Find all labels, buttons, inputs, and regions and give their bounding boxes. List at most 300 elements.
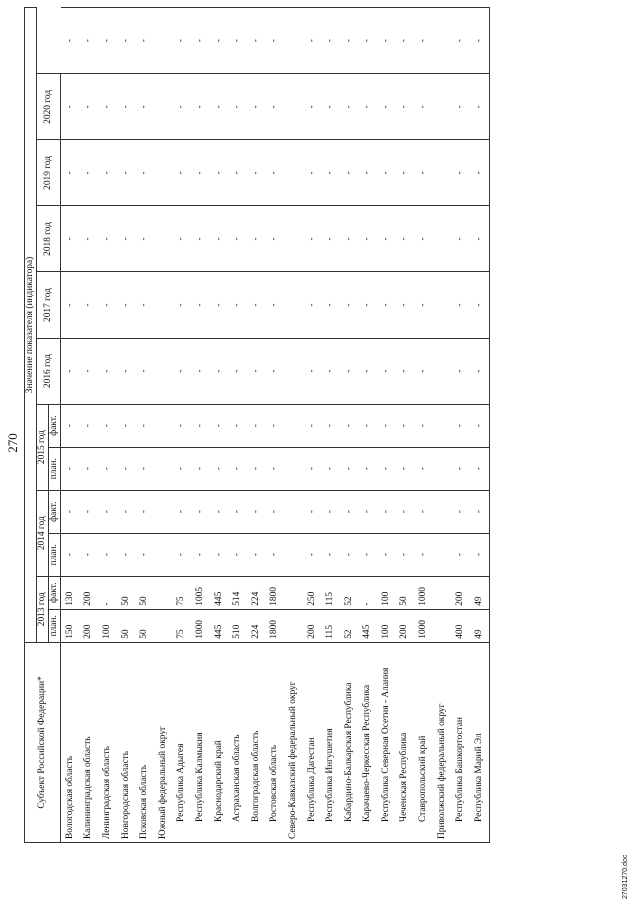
row-cell: - (80, 74, 99, 140)
row-cell: - (228, 404, 247, 447)
row-cell: - (98, 447, 117, 490)
row-cell: - (359, 447, 378, 490)
row-subject-name: Ленинградская область (98, 642, 117, 842)
row-subject-name: Северо-Кавказский федеральный округ (284, 642, 303, 842)
row-subject-name: Псковская область (135, 642, 154, 842)
row-cell: - (359, 272, 378, 338)
row-cell: - (470, 490, 489, 533)
row-cell: 200 (396, 609, 415, 642)
row-cell: - (340, 490, 359, 533)
table-row (173, 8, 192, 843)
row-cell: 200 (80, 609, 99, 642)
row-subject-name: Ростовская область (266, 642, 285, 842)
row-cell: - (228, 140, 247, 206)
row-cell: 1005 (191, 576, 210, 609)
table-row (303, 8, 322, 843)
header-2013: 2013 год (37, 576, 49, 642)
row-cell: - (135, 338, 154, 404)
row-cell: - (340, 140, 359, 206)
header-2017: 2017 год (37, 272, 61, 338)
row-cell (284, 609, 303, 642)
row-cell: - (266, 533, 285, 576)
header-subject: Субъект Российской Федерации* (25, 642, 61, 842)
row-cell: - (266, 140, 285, 206)
row-cell: - (377, 533, 396, 576)
row-subject-name: Вологодская область (61, 642, 80, 842)
row-cell (284, 8, 303, 74)
row-cell: - (135, 404, 154, 447)
row-cell (154, 404, 173, 447)
row-cell: - (247, 8, 266, 74)
row-cell (433, 533, 452, 576)
row-cell (433, 140, 452, 206)
row-cell: 50 (135, 609, 154, 642)
row-cell: - (470, 8, 489, 74)
row-cell: - (396, 404, 415, 447)
row-cell: - (470, 533, 489, 576)
row-cell (154, 490, 173, 533)
row-cell: - (359, 404, 378, 447)
row-cell: - (266, 490, 285, 533)
row-cell: - (98, 272, 117, 338)
row-cell: - (377, 206, 396, 272)
header-2016: 2016 год (37, 338, 61, 404)
row-cell: 1800 (266, 609, 285, 642)
row-subject-name: Республика Адыгея (173, 642, 192, 842)
table-row (117, 8, 136, 843)
row-subject-name: Кабардино-Балкарская Республика (340, 642, 359, 842)
row-cell: - (173, 140, 192, 206)
row-subject-name: Республика Башкортостан (451, 642, 470, 842)
row-cell (154, 8, 173, 74)
row-cell: - (210, 533, 229, 576)
row-cell: - (61, 447, 80, 490)
row-cell: - (266, 338, 285, 404)
row-cell (284, 272, 303, 338)
row-cell: - (247, 490, 266, 533)
table-row (80, 8, 99, 843)
row-cell: - (414, 206, 433, 272)
row-cell: - (359, 533, 378, 576)
row-cell: - (135, 490, 154, 533)
table-body (61, 8, 490, 843)
row-cell: - (359, 74, 378, 140)
row-cell: 52 (340, 609, 359, 642)
row-cell: - (191, 74, 210, 140)
row-cell: - (303, 447, 322, 490)
row-cell: - (359, 576, 378, 609)
row-subject-name: Республика Дагестан (303, 642, 322, 842)
row-cell: - (210, 447, 229, 490)
row-cell: - (266, 74, 285, 140)
row-cell: - (228, 338, 247, 404)
row-cell: - (98, 338, 117, 404)
row-subject-name: Астраханская область (228, 642, 247, 842)
row-cell: - (61, 533, 80, 576)
row-cell: - (173, 447, 192, 490)
header-2018: 2018 год (37, 206, 61, 272)
row-cell: - (135, 447, 154, 490)
row-cell: - (321, 74, 340, 140)
row-cell: - (61, 74, 80, 140)
row-cell: - (414, 8, 433, 74)
row-cell: - (135, 533, 154, 576)
row-cell: - (191, 206, 210, 272)
header-fact-2013: факт. (49, 576, 61, 609)
row-cell: - (247, 404, 266, 447)
row-subject-name: Приволжский федеральный округ (433, 642, 452, 842)
row-cell: - (191, 533, 210, 576)
row-cell: - (377, 447, 396, 490)
row-cell: - (80, 338, 99, 404)
header-fact-2014: факт. (49, 490, 61, 533)
row-cell (154, 338, 173, 404)
row-cell: - (80, 533, 99, 576)
row-cell: 115 (321, 609, 340, 642)
table-row (98, 8, 117, 843)
row-cell: 1000 (191, 609, 210, 642)
row-cell: - (340, 533, 359, 576)
row-cell: - (228, 490, 247, 533)
row-cell: - (377, 338, 396, 404)
row-cell: - (98, 533, 117, 576)
row-cell: - (228, 447, 247, 490)
row-cell: 200 (451, 576, 470, 609)
row-cell: - (117, 533, 136, 576)
row-cell: - (191, 272, 210, 338)
row-cell: - (117, 74, 136, 140)
indicator-table (24, 7, 490, 843)
row-cell: - (98, 490, 117, 533)
row-cell: 1800 (266, 576, 285, 609)
row-cell: - (321, 533, 340, 576)
row-cell: - (210, 272, 229, 338)
row-cell: - (61, 490, 80, 533)
table-row (135, 8, 154, 843)
row-cell: - (470, 272, 489, 338)
row-cell: - (451, 490, 470, 533)
row-cell: - (61, 338, 80, 404)
row-cell: - (117, 338, 136, 404)
row-cell (433, 447, 452, 490)
row-cell: - (340, 404, 359, 447)
row-cell: - (173, 338, 192, 404)
table-row (266, 8, 285, 843)
row-cell: - (135, 140, 154, 206)
row-cell: - (414, 272, 433, 338)
row-cell: - (340, 272, 359, 338)
row-cell: - (98, 576, 117, 609)
row-cell: - (303, 74, 322, 140)
row-cell: - (210, 8, 229, 74)
row-cell (433, 576, 452, 609)
row-cell: - (377, 74, 396, 140)
row-cell: - (247, 338, 266, 404)
row-cell: - (303, 206, 322, 272)
table-row (321, 8, 340, 843)
row-cell: - (470, 140, 489, 206)
row-cell (433, 74, 452, 140)
table-row (61, 8, 80, 843)
table-row (247, 8, 266, 843)
row-cell: - (266, 272, 285, 338)
row-cell: 100 (377, 576, 396, 609)
row-cell: - (228, 8, 247, 74)
row-cell: 200 (80, 576, 99, 609)
row-cell: 1000 (414, 609, 433, 642)
table-row (414, 8, 433, 843)
row-cell: - (303, 338, 322, 404)
row-cell: 50 (117, 576, 136, 609)
row-cell: - (321, 140, 340, 206)
row-cell: - (173, 490, 192, 533)
row-cell (284, 447, 303, 490)
row-cell: 445 (210, 609, 229, 642)
row-subject-name: Республика Ингушетия (321, 642, 340, 842)
row-cell: - (98, 206, 117, 272)
table-row (210, 8, 229, 843)
row-cell: - (321, 447, 340, 490)
row-cell (284, 206, 303, 272)
row-cell: - (340, 8, 359, 74)
row-cell: - (117, 404, 136, 447)
header-indicator: Значение показателя (индикатора) (25, 8, 37, 643)
row-cell: - (414, 74, 433, 140)
row-cell: - (303, 8, 322, 74)
table-row (359, 8, 378, 843)
row-cell: 224 (247, 576, 266, 609)
table-row (396, 8, 415, 843)
row-cell: 1000 (414, 576, 433, 609)
row-cell: - (359, 140, 378, 206)
row-cell (433, 8, 452, 74)
row-subject-name: Волгоградская область (247, 642, 266, 842)
row-cell: - (247, 272, 266, 338)
row-cell (154, 533, 173, 576)
row-cell: - (135, 206, 154, 272)
row-cell: - (117, 447, 136, 490)
row-cell (433, 338, 452, 404)
row-cell: 100 (377, 609, 396, 642)
row-cell: - (451, 338, 470, 404)
row-cell: - (173, 533, 192, 576)
row-cell: - (80, 272, 99, 338)
table-row (377, 8, 396, 843)
row-subject-name: Калининградская область (80, 642, 99, 842)
row-cell: - (470, 447, 489, 490)
row-cell: - (266, 206, 285, 272)
row-cell: - (117, 490, 136, 533)
row-subject-name: Краснодарский край (210, 642, 229, 842)
row-cell: - (359, 338, 378, 404)
row-cell: - (247, 447, 266, 490)
row-cell: - (396, 272, 415, 338)
row-cell: - (470, 404, 489, 447)
row-cell: - (321, 206, 340, 272)
header-2015: 2015 год (37, 404, 49, 490)
row-subject-name: Южный федеральный округ (154, 642, 173, 842)
row-cell: - (173, 404, 192, 447)
row-cell: - (377, 140, 396, 206)
table-row (191, 8, 210, 843)
row-cell: - (340, 74, 359, 140)
row-cell: - (210, 74, 229, 140)
row-cell: - (396, 206, 415, 272)
row-cell: - (321, 338, 340, 404)
row-cell: - (80, 140, 99, 206)
row-cell: - (377, 490, 396, 533)
row-cell: - (61, 206, 80, 272)
row-cell (284, 533, 303, 576)
row-cell: - (117, 206, 136, 272)
row-cell: - (451, 8, 470, 74)
row-cell: - (173, 74, 192, 140)
row-cell: - (303, 533, 322, 576)
header-2020: 2020 год (37, 74, 61, 140)
table-row (154, 8, 173, 843)
row-cell: - (98, 8, 117, 74)
row-cell: - (321, 272, 340, 338)
row-cell: - (80, 8, 99, 74)
row-subject-name: Чеченская Республика (396, 642, 415, 842)
row-cell: - (247, 533, 266, 576)
row-cell: 514 (228, 576, 247, 609)
row-cell: - (210, 490, 229, 533)
row-cell: 100 (98, 609, 117, 642)
row-cell: - (470, 206, 489, 272)
page-number: 270 (5, 433, 20, 453)
row-cell: 400 (451, 609, 470, 642)
header-plan-2015: план. (49, 447, 61, 490)
row-cell: - (135, 74, 154, 140)
row-cell: 510 (228, 609, 247, 642)
row-subject-name: Новгородская область (117, 642, 136, 842)
table-row (284, 8, 303, 843)
row-cell (284, 404, 303, 447)
row-cell: - (191, 490, 210, 533)
row-cell: 445 (210, 576, 229, 609)
row-cell (154, 609, 173, 642)
row-cell: - (210, 338, 229, 404)
row-subject-name: Карачаево-Черкесская Республика (359, 642, 378, 842)
row-subject-name: Республика Калмыкия (191, 642, 210, 842)
row-cell: - (117, 140, 136, 206)
row-cell: - (377, 8, 396, 74)
row-cell: - (396, 533, 415, 576)
row-cell: - (396, 338, 415, 404)
row-cell (284, 490, 303, 533)
header-2019: 2019 год (37, 140, 61, 206)
row-cell: - (359, 490, 378, 533)
row-cell: - (303, 140, 322, 206)
row-cell: - (451, 206, 470, 272)
footer-filename: 27031270.doc (622, 854, 629, 899)
row-cell: - (451, 533, 470, 576)
row-cell: 445 (359, 609, 378, 642)
row-cell: - (80, 447, 99, 490)
row-cell: - (210, 404, 229, 447)
row-cell: - (266, 8, 285, 74)
row-cell: - (266, 447, 285, 490)
row-cell: - (61, 8, 80, 74)
row-cell: - (303, 272, 322, 338)
row-cell: - (247, 140, 266, 206)
table-row (228, 8, 247, 843)
row-cell: 50 (135, 576, 154, 609)
row-cell (284, 576, 303, 609)
row-cell: - (191, 404, 210, 447)
row-cell: - (414, 404, 433, 447)
row-cell (433, 490, 452, 533)
table-row (340, 8, 359, 843)
row-cell: - (266, 404, 285, 447)
row-cell: - (173, 206, 192, 272)
row-cell (154, 272, 173, 338)
row-cell: - (191, 447, 210, 490)
row-cell: - (98, 404, 117, 447)
row-cell: - (377, 404, 396, 447)
row-cell: - (396, 8, 415, 74)
row-cell: - (173, 8, 192, 74)
row-cell: - (247, 74, 266, 140)
row-cell: - (210, 206, 229, 272)
row-cell: 50 (117, 609, 136, 642)
row-cell: 75 (173, 576, 192, 609)
row-cell: - (117, 8, 136, 74)
row-cell: - (61, 404, 80, 447)
row-cell (284, 338, 303, 404)
row-cell: - (396, 74, 415, 140)
row-cell (433, 272, 452, 338)
row-cell: - (414, 490, 433, 533)
row-cell: - (414, 140, 433, 206)
row-cell: - (228, 533, 247, 576)
row-cell: - (451, 140, 470, 206)
row-cell: - (359, 206, 378, 272)
row-cell: - (61, 272, 80, 338)
row-cell: - (451, 74, 470, 140)
row-cell: - (80, 490, 99, 533)
row-cell: - (321, 404, 340, 447)
row-cell: 52 (340, 576, 359, 609)
row-cell (433, 206, 452, 272)
row-cell (154, 447, 173, 490)
row-cell: - (135, 8, 154, 74)
row-cell: - (191, 338, 210, 404)
row-cell: - (451, 404, 470, 447)
row-cell: - (228, 74, 247, 140)
row-cell: 49 (470, 576, 489, 609)
row-cell (284, 74, 303, 140)
row-cell: - (451, 272, 470, 338)
row-cell (154, 74, 173, 140)
row-cell: - (470, 338, 489, 404)
row-cell: 130 (61, 576, 80, 609)
row-cell: - (228, 206, 247, 272)
row-cell: - (321, 8, 340, 74)
row-cell: - (414, 533, 433, 576)
table-row (451, 8, 470, 843)
row-cell (284, 140, 303, 206)
row-cell: - (98, 140, 117, 206)
row-cell: - (80, 404, 99, 447)
row-cell: 250 (303, 576, 322, 609)
row-cell: - (303, 404, 322, 447)
row-cell: 115 (321, 576, 340, 609)
header-plan-2013: план. (49, 609, 61, 642)
row-cell: 75 (173, 609, 192, 642)
header-plan-2014: план. (49, 533, 61, 576)
